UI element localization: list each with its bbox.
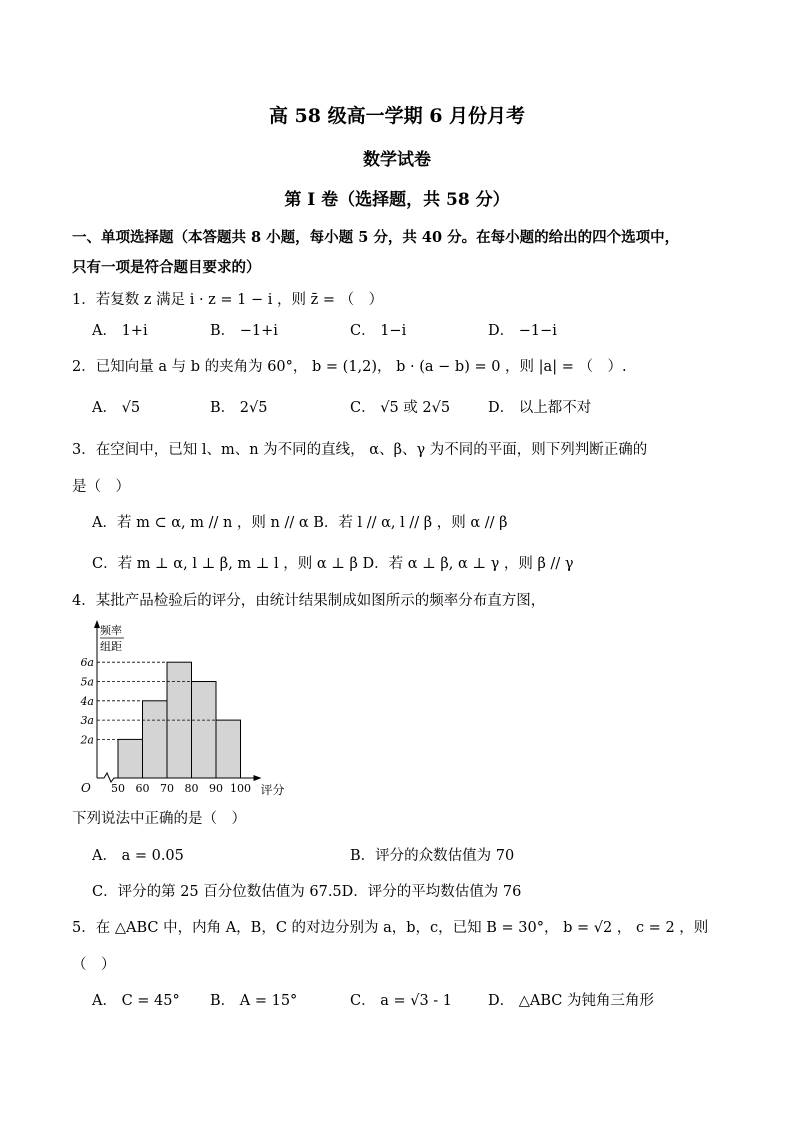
q1-option-b: B． −1+i: [210, 323, 278, 339]
q5-option-d: D． △ABC 为钝角三角形: [488, 993, 654, 1009]
q5-option-a: A． C = 45°: [92, 993, 180, 1009]
histogram-bar: [143, 701, 168, 778]
histogram-bar: [216, 720, 241, 778]
q5-option-b: B． A = 15°: [210, 993, 298, 1009]
x-axis-arrow: [254, 775, 262, 781]
x-tick-label: 80: [184, 782, 199, 795]
q4-follow: 下列说法中正确的是（ ）: [72, 811, 246, 827]
exam-title: 高 58 级高一学期 6 月份月考: [268, 105, 526, 127]
q1-stem: 1．若复数 z 满足 i · z = 1 − i ，则 z̄ = （ ）: [72, 292, 384, 308]
exam-part: 第 I 卷（选择题，共 58 分）: [284, 190, 510, 210]
q1-option-d: D． −1−i: [488, 323, 557, 339]
y-label-denominator: 组距: [100, 640, 122, 653]
y-tick-label: 6a: [80, 656, 94, 670]
q2-option-a: A． √5: [92, 400, 141, 416]
q4-stem: 4．某批产品检验后的评分，由统计结果制成如图所示的频率分布直方图，: [72, 593, 546, 609]
q2-option-d: D． 以上都不对: [488, 400, 592, 416]
origin-label: O: [81, 781, 91, 795]
q4-option-b: B．评分的众数估值为 70: [350, 848, 515, 864]
q2-stem: 2．已知向量 a 与 b 的夹角为 60°， b = (1,2)， b · (a − b) = 0 ，则 |a| = （ ）.: [72, 359, 627, 375]
section-heading-cont: 只有一项是符合题目要求的）: [72, 259, 261, 276]
q5-stem-cont: （ ）: [72, 957, 116, 973]
histogram-bar: [192, 682, 217, 779]
q1-option-c: C． 1−i: [350, 323, 407, 339]
q4-options-cd: C．评分的第 25 百分位数估值为 67.5D．评分的平均数估值为 76: [92, 884, 522, 900]
exam-subject: 数学试卷: [363, 150, 431, 170]
q1-option-a: A． 1+i: [92, 323, 148, 339]
q3-options-cd: C．若 m ⊥ α, l ⊥ β, m ⊥ l ，则 α ⊥ β D．若 α ⊥ β, α ⊥ γ ，则 β // γ: [92, 556, 574, 572]
x-tick-label: 60: [135, 782, 150, 795]
q4-option-a: A． a = 0.05: [92, 848, 184, 864]
q3-stem-cont: 是（ ）: [72, 479, 130, 495]
q3-options-ab: A．若 m ⊂ α, m // n ，则 n // α B．若 l // α, l // β ，则 α // β: [92, 515, 508, 531]
q5-option-c: C． a = √3 - 1: [350, 993, 453, 1009]
q2-option-b: B． 2√5: [210, 400, 268, 416]
x-tick-label: 70: [160, 782, 174, 795]
x-tick-label: 50: [111, 782, 125, 795]
q3-stem: 3．在空间中，已知 l、m、n 为不同的直线， α、β、γ 为不同的平面，则下列判断正确的: [72, 442, 648, 458]
y-label-numerator: 频率: [100, 624, 122, 637]
q2-option-c: C． √5 或 2√5: [350, 400, 451, 416]
q5-stem: 5．在 △ABC 中，内角 A，B，C 的对边分别为 a，b，c，已知 B = 30°， b = √2 ， c = 2 ，则: [72, 920, 709, 936]
y-tick-label: 2a: [80, 733, 94, 747]
x-tick-label: 100: [230, 782, 251, 795]
y-tick-label: 4a: [80, 694, 94, 708]
frequency-histogram: [70, 618, 300, 800]
histogram-bar: [118, 739, 143, 778]
section-heading: 一、单项选择题（本答题共 8 小题，每小题 5 分，共 40 分。在每小题的给出的四个选项中，: [72, 229, 680, 246]
x-tick-label: 90: [209, 782, 223, 795]
y-tick-label: 5a: [80, 675, 94, 689]
x-axis-label: 评分: [260, 783, 285, 797]
y-tick-label: 3a: [80, 714, 94, 728]
